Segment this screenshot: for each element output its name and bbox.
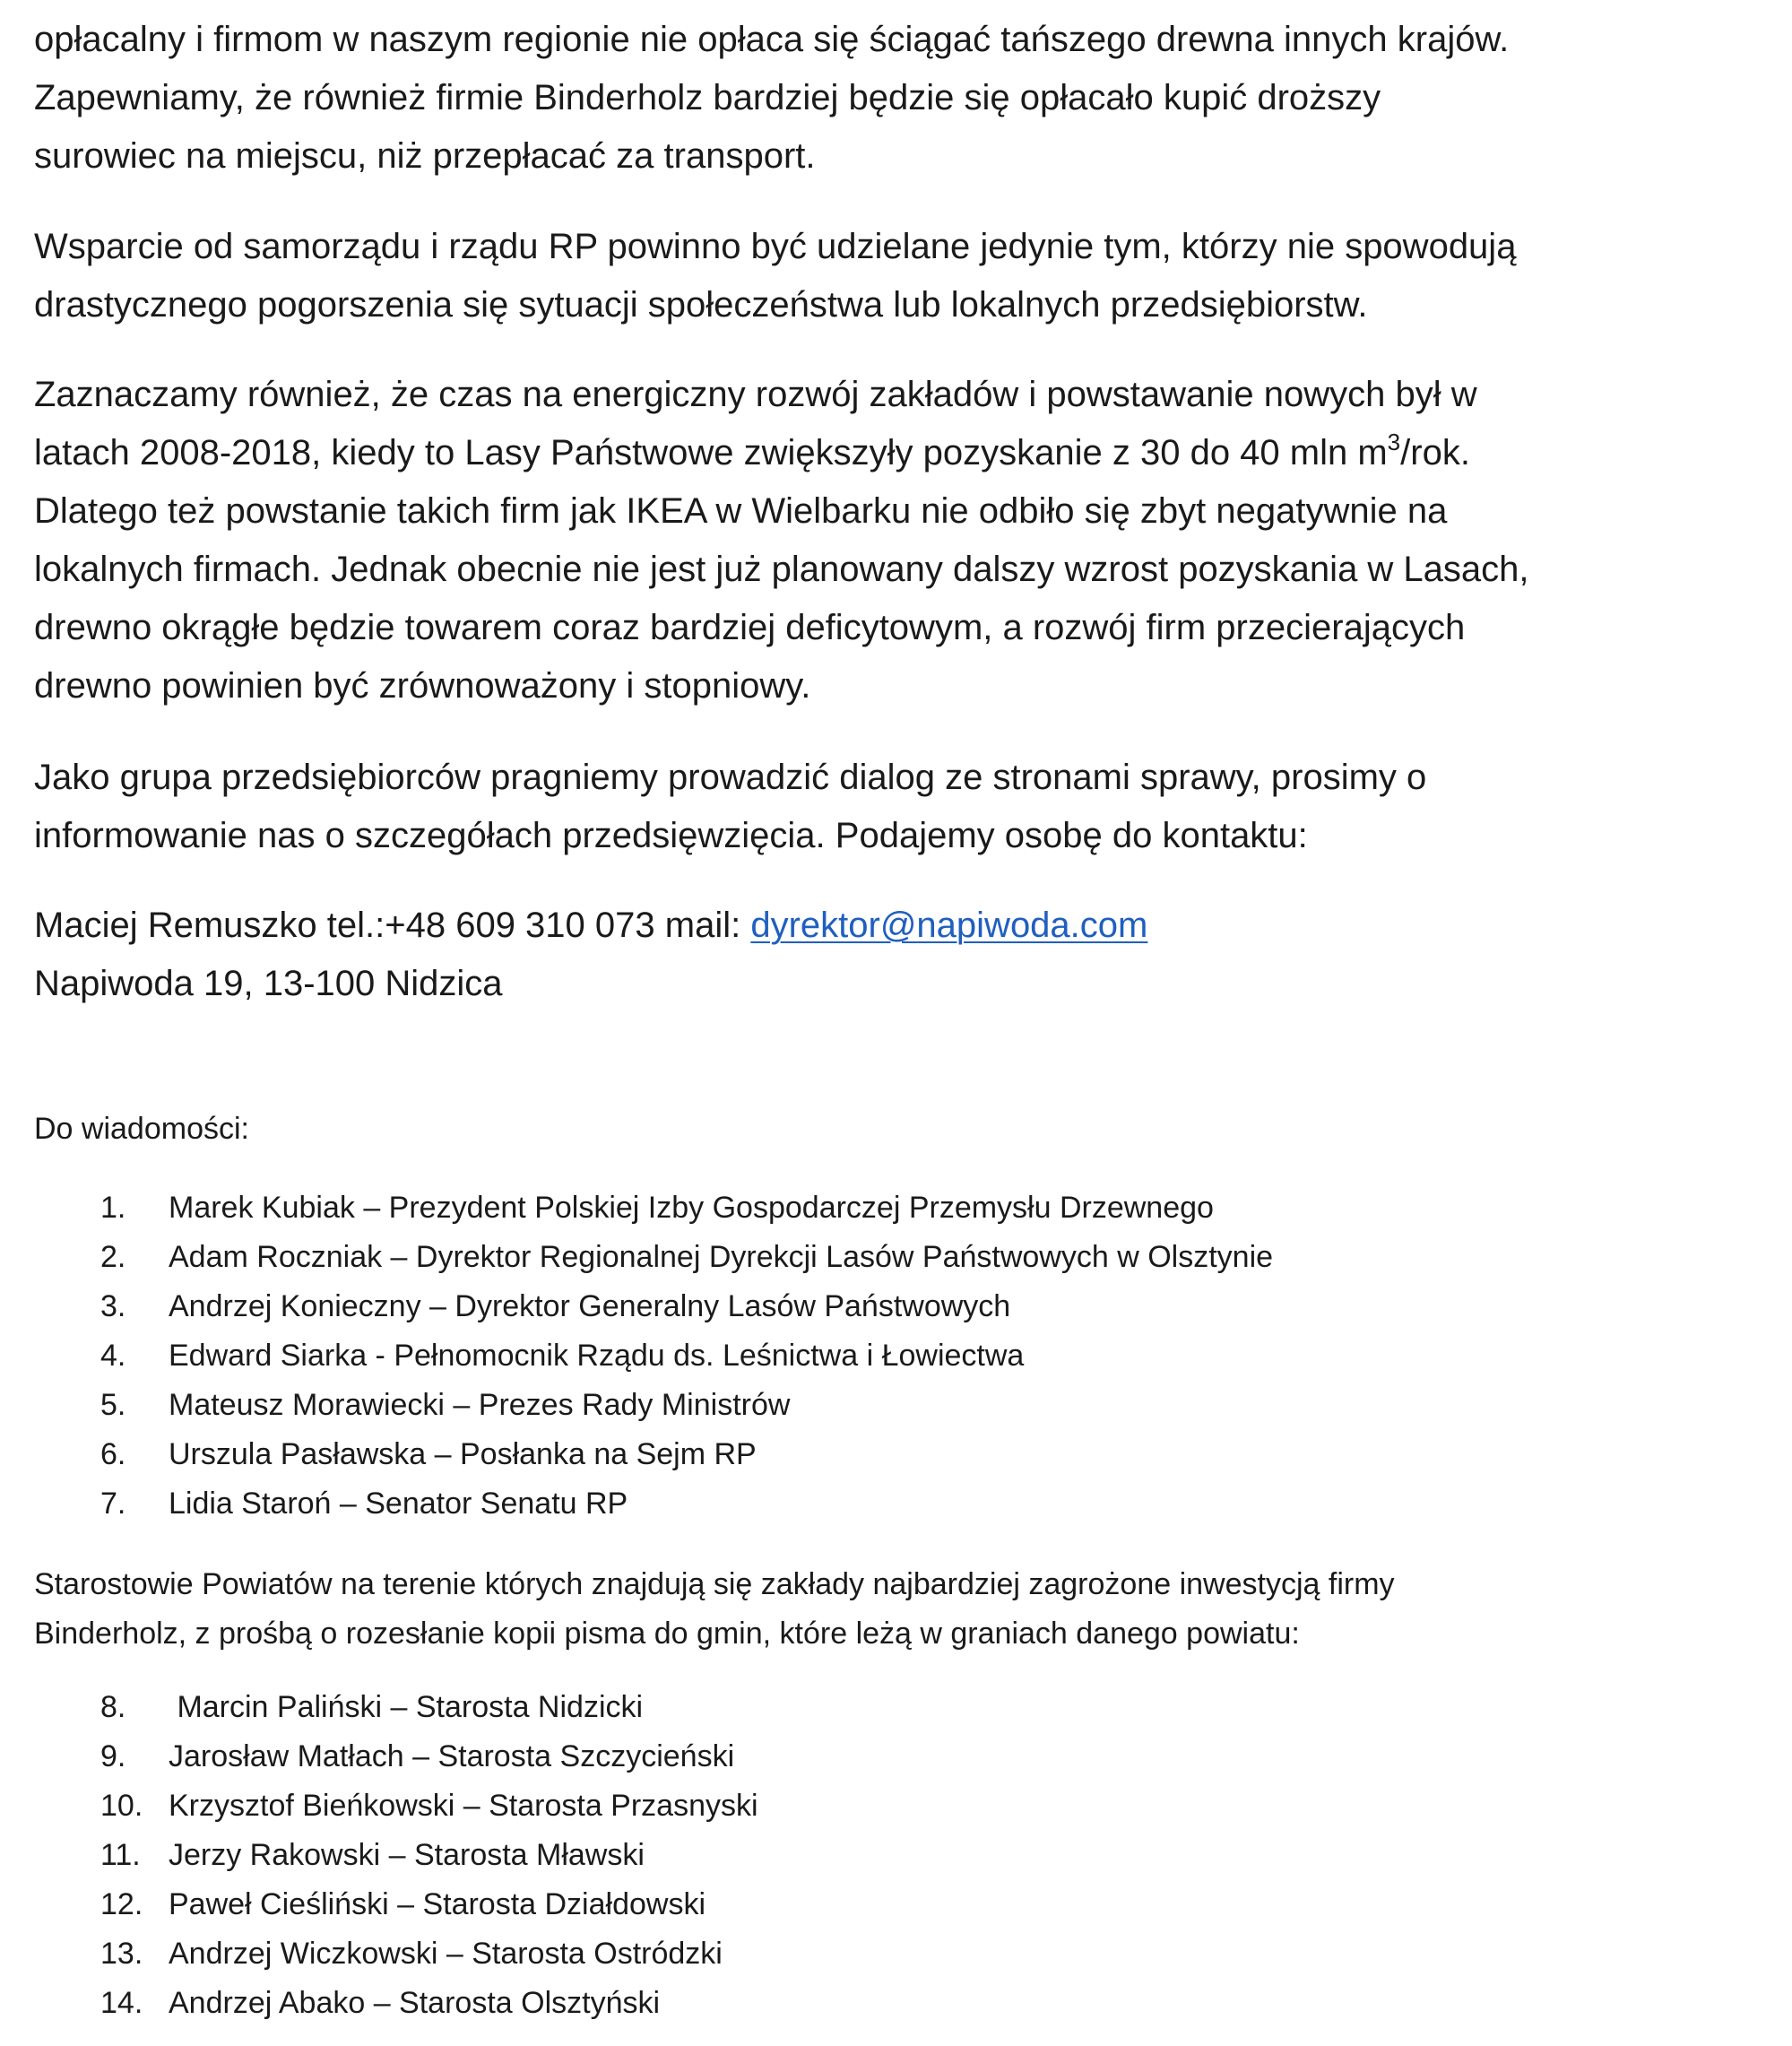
contact-block bbox=[34, 897, 1147, 1013]
list-item-text: Lidia Staroń – Senator Senatu RP bbox=[169, 1487, 628, 1521]
paragraph-3-line-2-text: latach 2008-2018, kiedy to Lasy Państwowe zwiększyły pozyskanie z 30 do 40 mln m bbox=[34, 433, 1388, 472]
list-item-text: Marcin Paliński – Starosta Nidzicki bbox=[169, 1690, 644, 1724]
list-item bbox=[34, 1929, 758, 1979]
list-item-text: Andrzej Wiczkowski – Starosta Ostródzki bbox=[169, 1937, 723, 1971]
list-item-text: Adam Roczniak – Dyrektor Regionalnej Dyrekcji Lasów Państwowych w Olsztynie bbox=[169, 1240, 1274, 1274]
email-link[interactable]: dyrektor@napiwoda.com bbox=[750, 906, 1148, 945]
list-item-number: 1. bbox=[100, 1191, 126, 1225]
paragraph-1-line-2: Zapewniamy, że również firmie Binderholz bardziej będzie się opłacało kupić droższy bbox=[34, 78, 1381, 117]
starost-note-line-1: Starostowie Powiatów na terenie których znajdują się zakłady najbardziej zagrożone inwestycją firmy bbox=[34, 1567, 1395, 1601]
contact-line bbox=[34, 897, 1147, 955]
list-item bbox=[34, 1979, 758, 2028]
paragraph-4-line-1: Jako grupa przedsiębiorców pragniemy prowadzić dialog ze stronami sprawy, prosimy o bbox=[34, 758, 1427, 797]
list-item-text: Andrzej Abako – Starosta Olsztyński bbox=[169, 1986, 661, 2020]
list-item-number: 6. bbox=[100, 1437, 126, 1471]
list-item bbox=[34, 1831, 758, 1880]
paragraph-2-line-2: drastycznego pogorszenia się sytuacji społeczeństwa lub lokalnych przedsiębiorstw. bbox=[34, 285, 1368, 325]
list-item bbox=[34, 1683, 758, 1732]
list-item-number: 2. bbox=[100, 1240, 126, 1274]
list-item bbox=[34, 1331, 1273, 1381]
list-item-text: Marek Kubiak – Prezydent Polskiej Izby Gospodarczej Przemysłu Drzewnego bbox=[169, 1191, 1214, 1225]
starost-note bbox=[34, 1560, 1395, 1659]
list-item-number: 14. bbox=[100, 1986, 143, 2020]
paragraph-3-line-2-suffix: /rok. bbox=[1400, 433, 1470, 472]
list-item-text: Urszula Pasławska – Posłanka na Sejm RP bbox=[169, 1437, 757, 1471]
cc-list bbox=[34, 1183, 1273, 1529]
list-item-text: Andrzej Konieczny – Dyrektor Generalny Lasów Państwowych bbox=[169, 1289, 1011, 1323]
list-item-number: 12. bbox=[100, 1887, 143, 1921]
starost-list bbox=[34, 1683, 758, 2028]
list-item-text: Mateusz Morawiecki – Prezes Rady Ministrów bbox=[169, 1388, 791, 1422]
paragraph-3-line-5: drewno okrągłe będzie towarem coraz bardziej deficytowym, a rozwój firm przecierających bbox=[34, 608, 1466, 647]
list-item-text: Jarosław Matłach – Starosta Szczycieński bbox=[169, 1739, 735, 1773]
paragraph-1 bbox=[34, 11, 1509, 186]
list-item-number: 3. bbox=[100, 1289, 126, 1323]
list-item bbox=[34, 1282, 1273, 1331]
list-item-number: 10. bbox=[100, 1789, 143, 1823]
paragraph-2-line-1: Wsparcie od samorządu i rządu RP powinno być udzielane jedynie tym, którzy nie spowodują bbox=[34, 227, 1517, 266]
paragraph-3-line-6: drewno powinien być zrównoważony i stopniowy. bbox=[34, 666, 811, 706]
list-item-number: 5. bbox=[100, 1388, 126, 1422]
paragraph-1-line-3: surowiec na miejscu, niż przepłacać za transport. bbox=[34, 136, 816, 176]
list-item bbox=[34, 1880, 758, 1929]
list-item-text: Jerzy Rakowski – Starosta Mławski bbox=[169, 1838, 645, 1872]
paragraph-3 bbox=[34, 366, 1529, 715]
list-item-number: 9. bbox=[100, 1739, 126, 1773]
list-item-text: Krzysztof Bieńkowski – Starosta Przasnyski bbox=[169, 1789, 758, 1823]
paragraph-3-line-4: lokalnych firmach. Jednak obecnie nie jest już planowany dalszy wzrost pozyskania w Lasach, bbox=[34, 550, 1529, 589]
paragraph-3-line-3: Dlatego też powstanie takich firm jak IKEA w Wielbarku nie odbiło się zbyt negatywnie na bbox=[34, 491, 1448, 531]
contact-prefix: Maciej Remuszko tel.:+48 609 310 073 mail: bbox=[34, 906, 751, 945]
cc-heading: Do wiadomości: bbox=[34, 1112, 249, 1146]
list-item bbox=[34, 1183, 1273, 1233]
list-item bbox=[34, 1732, 758, 1782]
paragraph-4 bbox=[34, 749, 1426, 865]
list-item bbox=[34, 1381, 1273, 1430]
list-item-number: 7. bbox=[100, 1487, 126, 1521]
list-item-number: 8. bbox=[100, 1690, 126, 1724]
list-item-number: 11. bbox=[100, 1838, 141, 1872]
list-item bbox=[34, 1479, 1273, 1529]
starost-note-line-2: Binderholz, z prośbą o rozesłanie kopii pisma do gmin, które leżą w graniach danego powiatu: bbox=[34, 1617, 1300, 1651]
list-item-number: 13. bbox=[100, 1937, 143, 1971]
list-item bbox=[34, 1430, 1273, 1479]
contact-address: Napiwoda 19, 13-100 Nidzica bbox=[34, 964, 503, 1003]
list-item-number: 4. bbox=[100, 1339, 126, 1373]
list-item-text: Paweł Cieśliński – Starosta Działdowski bbox=[169, 1887, 706, 1921]
paragraph-3-line-1: Zaznaczamy również, że czas na energiczny rozwój zakładów i powstawanie nowych był w bbox=[34, 375, 1477, 414]
paragraph-1-line-1: opłacalny i firmom w naszym regionie nie opłaca się ściągać tańszego drewna innych krajów. bbox=[34, 20, 1510, 59]
superscript-three: 3 bbox=[1387, 428, 1401, 455]
paragraph-4-line-2: informowanie nas o szczegółach przedsięwzięcia. Podajemy osobę do kontaktu: bbox=[34, 816, 1308, 855]
list-item-text: Edward Siarka - Pełnomocnik Rządu ds. Leśnictwa i Łowiectwa bbox=[169, 1339, 1025, 1373]
list-item bbox=[34, 1782, 758, 1831]
paragraph-2 bbox=[34, 218, 1516, 334]
paragraph-3-line-2 bbox=[34, 424, 1529, 482]
list-item bbox=[34, 1233, 1273, 1282]
